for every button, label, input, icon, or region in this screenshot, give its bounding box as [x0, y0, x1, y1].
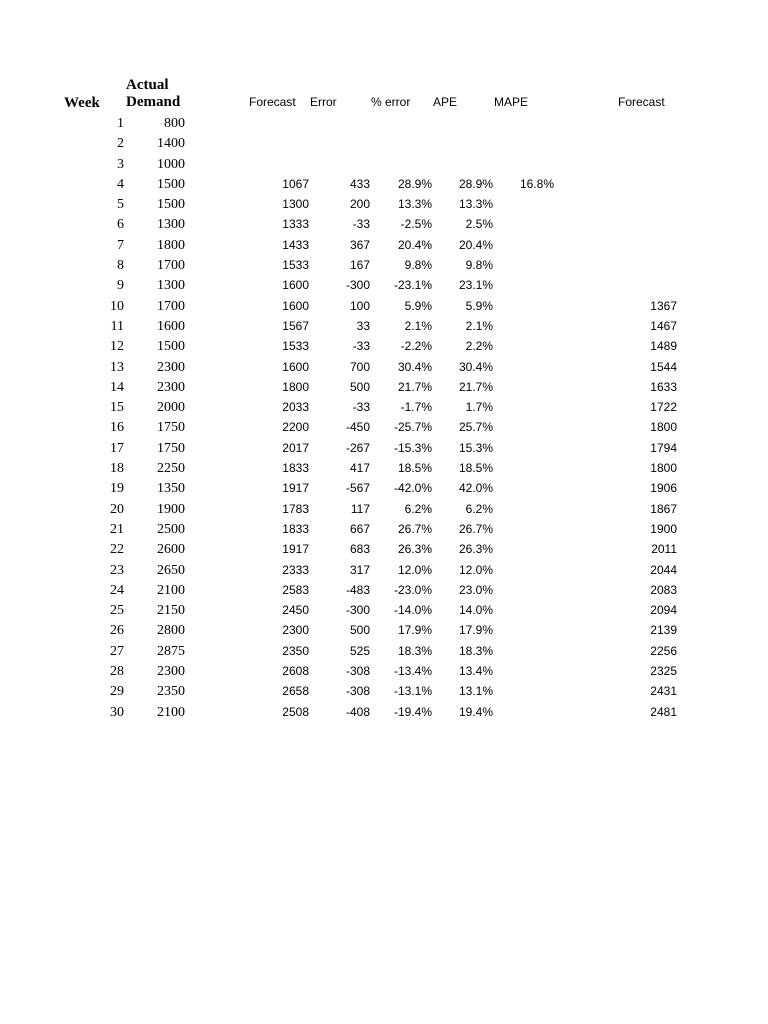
cell-actual-demand: 1750 — [157, 420, 185, 436]
cell-actual-demand: 2600 — [157, 542, 185, 558]
cell-forecast: 1333 — [282, 217, 309, 232]
cell-actual-demand: 2300 — [157, 664, 185, 680]
cell-percent-error: 30.4% — [397, 359, 432, 374]
cell-error: -267 — [345, 440, 370, 455]
cell-error: 117 — [350, 501, 370, 516]
cell-error: -450 — [345, 420, 370, 435]
cell-error: 700 — [349, 359, 370, 374]
cell-week: 22 — [110, 542, 124, 558]
cell-week: 25 — [110, 603, 124, 619]
cell-ape: 5.9% — [465, 298, 493, 313]
header-actual-line2: Demand — [126, 94, 181, 110]
cell-week: 12 — [110, 339, 124, 355]
table-row — [0, 702, 768, 722]
table-row — [0, 113, 768, 133]
table-row — [0, 620, 768, 640]
cell-error: -33 — [352, 400, 370, 415]
cell-week: 19 — [110, 481, 124, 497]
cell-week: 23 — [110, 562, 124, 578]
cell-week: 9 — [117, 278, 124, 294]
cell-actual-demand: 1300 — [157, 217, 185, 233]
cell-error: 200 — [349, 197, 370, 212]
cell-forecast: 2033 — [282, 400, 309, 415]
cell-week: 11 — [110, 318, 124, 334]
table-row — [0, 336, 768, 356]
cell-actual-demand: 1000 — [157, 156, 185, 172]
cell-forecast-2: 1800 — [650, 461, 677, 476]
cell-actual-demand: 2150 — [157, 603, 185, 619]
cell-forecast-2: 2256 — [650, 643, 677, 658]
cell-week: 26 — [110, 623, 124, 639]
cell-forecast: 1533 — [282, 339, 309, 354]
table-row — [0, 499, 768, 519]
cell-percent-error: -23.1% — [393, 278, 432, 293]
cell-actual-demand: 1900 — [157, 501, 185, 517]
cell-forecast-2: 1900 — [650, 521, 677, 536]
cell-ape: 26.3% — [458, 542, 493, 557]
table-row — [0, 641, 768, 661]
cell-percent-error: 20.4% — [397, 237, 432, 252]
cell-percent-error: 26.3% — [397, 542, 432, 557]
cell-ape: 2.1% — [465, 318, 493, 333]
cell-week: 14 — [110, 379, 124, 395]
cell-actual-demand: 2350 — [157, 684, 185, 700]
cell-forecast: 1567 — [282, 318, 309, 333]
header-week: Week — [64, 95, 100, 111]
cell-forecast: 2508 — [282, 704, 309, 719]
cell-error: 667 — [349, 521, 370, 536]
cell-error: 33 — [356, 318, 370, 333]
cell-ape: 19.4% — [458, 704, 493, 719]
cell-ape: 25.7% — [458, 420, 493, 435]
cell-forecast: 1300 — [282, 197, 309, 212]
cell-forecast-2: 2083 — [650, 582, 677, 597]
cell-week: 29 — [110, 684, 124, 700]
cell-forecast-2: 1722 — [650, 400, 677, 415]
cell-percent-error: 28.9% — [397, 176, 432, 191]
cell-percent-error: 12.0% — [397, 562, 432, 577]
cell-ape: 23.0% — [458, 582, 493, 597]
cell-forecast: 1433 — [282, 237, 309, 252]
cell-forecast-2: 1906 — [650, 481, 677, 496]
cell-forecast-2: 1800 — [650, 420, 677, 435]
cell-percent-error: -14.0% — [393, 603, 432, 618]
cell-error: -33 — [352, 217, 370, 232]
cell-ape: 18.3% — [458, 643, 493, 658]
cell-forecast-2: 2481 — [650, 704, 677, 719]
cell-actual-demand: 1500 — [157, 176, 185, 192]
table-row — [0, 560, 768, 580]
cell-forecast-2: 1633 — [650, 379, 677, 394]
cell-forecast: 1783 — [282, 501, 309, 516]
cell-ape: 26.7% — [458, 521, 493, 536]
cell-percent-error: -23.0% — [393, 582, 432, 597]
cell-actual-demand: 1350 — [157, 481, 185, 497]
header-percent-error: % error — [371, 95, 411, 109]
cell-forecast-2: 1867 — [650, 501, 677, 516]
cell-week: 8 — [117, 258, 124, 274]
cell-percent-error: -2.2% — [400, 339, 432, 354]
cell-forecast: 1600 — [282, 278, 309, 293]
cell-week: 6 — [117, 217, 124, 233]
cell-forecast: 2200 — [282, 420, 309, 435]
cell-error: 317 — [349, 562, 370, 577]
cell-forecast: 2350 — [282, 643, 309, 658]
table-row — [0, 580, 768, 600]
cell-forecast-2: 2011 — [651, 542, 677, 557]
cell-week: 21 — [110, 521, 124, 537]
table-row — [0, 681, 768, 701]
cell-ape: 13.3% — [458, 197, 493, 212]
table-row — [0, 214, 768, 234]
cell-actual-demand: 2100 — [157, 704, 185, 720]
cell-error: -300 — [345, 278, 370, 293]
cell-forecast: 2450 — [282, 603, 309, 618]
cell-forecast-2: 1489 — [650, 339, 677, 354]
cell-ape: 1.7% — [465, 400, 493, 415]
cell-forecast-2: 1794 — [650, 440, 677, 455]
data-rows — [0, 113, 768, 722]
cell-percent-error: -19.4% — [393, 704, 432, 719]
cell-error: 433 — [349, 176, 370, 191]
cell-week: 28 — [110, 664, 124, 680]
cell-error: -33 — [352, 339, 370, 354]
cell-actual-demand: 2250 — [157, 461, 185, 477]
table-row — [0, 235, 768, 255]
cell-percent-error: -13.4% — [393, 664, 432, 679]
cell-actual-demand: 1300 — [157, 278, 185, 294]
cell-week: 30 — [110, 704, 124, 720]
cell-forecast-2: 1467 — [650, 318, 677, 333]
cell-error: 525 — [349, 643, 370, 658]
cell-ape: 9.8% — [465, 258, 493, 273]
cell-forecast: 2017 — [282, 440, 309, 455]
cell-forecast: 1917 — [282, 481, 309, 496]
cell-week: 4 — [117, 176, 124, 192]
cell-actual-demand: 1750 — [157, 440, 185, 456]
header-actual-demand — [126, 77, 180, 111]
cell-week: 3 — [117, 156, 124, 172]
cell-forecast-2: 1367 — [650, 298, 677, 313]
cell-percent-error: -1.7% — [400, 400, 432, 415]
cell-week: 5 — [117, 197, 124, 213]
cell-week: 20 — [110, 501, 124, 517]
cell-forecast: 2583 — [282, 582, 309, 597]
table-row — [0, 519, 768, 539]
cell-ape: 6.2% — [465, 501, 493, 516]
cell-week: 24 — [110, 582, 124, 598]
cell-percent-error: 9.8% — [404, 258, 432, 273]
cell-week: 2 — [117, 136, 124, 152]
cell-error: 500 — [349, 623, 370, 638]
table-row — [0, 661, 768, 681]
cell-ape: 2.5% — [465, 217, 493, 232]
cell-error: 500 — [349, 379, 370, 394]
cell-week: 18 — [110, 461, 124, 477]
cell-week: 10 — [110, 298, 124, 314]
cell-forecast-2: 2094 — [650, 603, 677, 618]
table-row — [0, 458, 768, 478]
table-row — [0, 600, 768, 620]
cell-forecast: 1067 — [282, 176, 309, 191]
cell-ape: 14.0% — [458, 603, 493, 618]
table-row — [0, 417, 768, 437]
cell-forecast: 1917 — [282, 542, 309, 557]
cell-actual-demand: 2800 — [157, 623, 185, 639]
cell-week: 16 — [110, 420, 124, 436]
header-mape: MAPE — [494, 95, 529, 109]
table-row — [0, 275, 768, 295]
cell-forecast-2: 1544 — [650, 359, 677, 374]
table-row — [0, 478, 768, 498]
cell-week: 13 — [110, 359, 124, 375]
cell-actual-demand: 1500 — [157, 197, 185, 213]
cell-forecast: 2300 — [282, 623, 309, 638]
header-forecast: Forecast — [249, 95, 296, 109]
cell-error: -300 — [345, 603, 370, 618]
cell-mape: 16.8% — [519, 176, 554, 191]
cell-forecast: 1800 — [282, 379, 309, 394]
table-row — [0, 133, 768, 153]
cell-ape: 20.4% — [458, 237, 493, 252]
table-row — [0, 397, 768, 417]
cell-ape: 2.2% — [465, 339, 493, 354]
cell-error: 167 — [349, 258, 370, 273]
cell-percent-error: -2.5% — [400, 217, 432, 232]
cell-week: 7 — [117, 237, 124, 253]
cell-ape: 17.9% — [458, 623, 493, 638]
header-forecast-2: Forecast — [618, 95, 665, 109]
cell-ape: 18.5% — [458, 461, 493, 476]
header-actual-line1: Actual — [126, 77, 169, 93]
cell-forecast-2: 2431 — [650, 684, 677, 699]
table-row — [0, 255, 768, 275]
table-row — [0, 296, 768, 316]
cell-forecast-2: 2139 — [650, 623, 677, 638]
cell-ape: 28.9% — [458, 176, 493, 191]
cell-percent-error: 2.1% — [404, 318, 432, 333]
cell-error: 367 — [349, 237, 370, 252]
cell-forecast: 2658 — [282, 684, 309, 699]
cell-percent-error: 17.9% — [397, 623, 432, 638]
cell-percent-error: -15.3% — [393, 440, 432, 455]
cell-percent-error: 18.3% — [397, 643, 432, 658]
cell-actual-demand: 1400 — [157, 136, 185, 152]
table-row — [0, 316, 768, 336]
cell-error: 100 — [349, 298, 370, 313]
cell-percent-error: 13.3% — [397, 197, 432, 212]
cell-week: 17 — [110, 440, 124, 456]
table-row — [0, 357, 768, 377]
cell-week: 27 — [110, 643, 124, 659]
cell-error: 417 — [349, 461, 370, 476]
cell-week: 15 — [110, 400, 124, 416]
cell-percent-error: -25.7% — [393, 420, 432, 435]
table-row — [0, 539, 768, 559]
cell-actual-demand: 2300 — [157, 379, 185, 395]
cell-actual-demand: 2875 — [157, 643, 185, 659]
cell-actual-demand: 2000 — [157, 400, 185, 416]
cell-ape: 30.4% — [458, 359, 493, 374]
cell-actual-demand: 2650 — [157, 562, 185, 578]
cell-forecast: 2608 — [282, 664, 309, 679]
cell-forecast: 1833 — [282, 521, 309, 536]
table-row — [0, 174, 768, 194]
cell-error: -308 — [345, 684, 370, 699]
cell-error: 683 — [349, 542, 370, 557]
cell-actual-demand: 1600 — [157, 318, 185, 334]
cell-error: -483 — [345, 582, 370, 597]
cell-forecast: 2333 — [282, 562, 309, 577]
table-row — [0, 194, 768, 214]
cell-error: -567 — [345, 481, 370, 496]
cell-actual-demand: 1500 — [157, 339, 185, 355]
cell-forecast: 1533 — [282, 258, 309, 273]
cell-ape: 15.3% — [458, 440, 493, 455]
cell-percent-error: 5.9% — [404, 298, 432, 313]
cell-ape: 21.7% — [458, 379, 493, 394]
cell-percent-error: -13.1% — [393, 684, 432, 699]
cell-actual-demand: 2300 — [157, 359, 185, 375]
cell-actual-demand: 800 — [164, 116, 185, 131]
cell-percent-error: 18.5% — [397, 461, 432, 476]
cell-forecast: 1600 — [282, 298, 309, 313]
table-row — [0, 377, 768, 397]
cell-ape: 23.1% — [458, 278, 493, 293]
cell-percent-error: 26.7% — [397, 521, 432, 536]
cell-ape: 13.4% — [458, 664, 493, 679]
cell-week: 1 — [117, 116, 124, 131]
cell-error: -308 — [345, 664, 370, 679]
cell-actual-demand: 1700 — [157, 298, 185, 314]
cell-percent-error: 21.7% — [397, 379, 432, 394]
cell-actual-demand: 2500 — [157, 521, 185, 537]
cell-forecast-2: 2044 — [650, 562, 677, 577]
header-error: Error — [310, 95, 337, 109]
cell-ape: 13.1% — [458, 684, 493, 699]
cell-actual-demand: 2100 — [157, 582, 185, 598]
cell-ape: 12.0% — [458, 562, 493, 577]
cell-forecast: 1833 — [282, 461, 309, 476]
cell-percent-error: 6.2% — [404, 501, 432, 516]
cell-ape: 42.0% — [458, 481, 493, 496]
table-row — [0, 438, 768, 458]
cell-actual-demand: 1800 — [157, 237, 185, 253]
cell-actual-demand: 1700 — [157, 258, 185, 274]
cell-percent-error: -42.0% — [393, 481, 432, 496]
header-ape: APE — [433, 95, 458, 109]
cell-error: -408 — [345, 704, 370, 719]
cell-forecast-2: 2325 — [650, 664, 677, 679]
table-row — [0, 154, 768, 174]
cell-forecast: 1600 — [282, 359, 309, 374]
